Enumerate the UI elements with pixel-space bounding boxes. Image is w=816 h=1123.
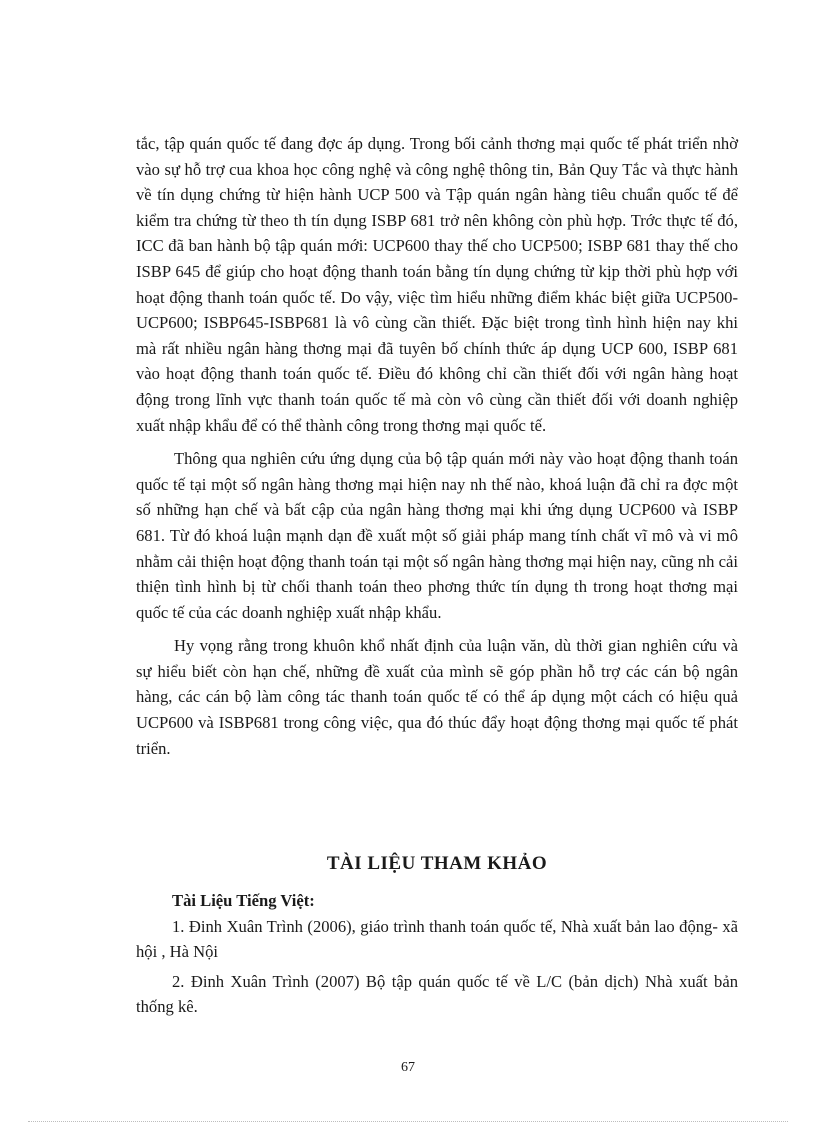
page-number: 67: [401, 1060, 415, 1075]
paragraph-continuation: tắc, tập quán quốc tế đang đợc áp dụng. Trong bối cảnh thơng mại quốc tế phát triển nhờ vào sự hỗ trợ cua khoa học công nghệ và công nghệ thông tin, Bản Quy Tắc và thực hành về tín dụng chứng từ hiện hành UCP 500 và Tập quán ngân hàng tiêu chuẩn quốc tế để kiểm tra chứng từ theo th tín dụng ISBP 681 trở nên không còn phù hợp. Trớc thực tế đó, ICC đã ban hành bộ tập quán mới: UCP600 thay thế cho UCP500; ISBP 681 thay thế cho ISBP 645 để giúp cho hoạt động thanh toán bằng tín dụng chứng từ kịp thời phù hợp với hoạt động thanh toán quốc tế. Do vậy, việc tìm hiểu những điểm khác biệt giữa UCP500-UCP600; ISBP645-ISBP681 là vô cùng cần thiết. Đặc biệt trong tình hình hiện nay khi mà rất nhiều ngân hàng thơng mại đã tuyên bố chính thức áp dụng UCP 600, ISBP 681 vào hoạt động thanh toán quốc tế. Điều đó không chỉ cần thiết đối với ngân hàng hoạt động trong lĩnh vực thanh toán quốc tế mà còn vô cùng cần thiết đối với doanh nghiệp xuất nhập khẩu để có thể thành công trong thơng mại quốc tế.: [136, 134, 738, 435]
references-subtitle: Tài Liệu Tiếng Việt:: [172, 891, 315, 910]
reference-item: 2. Đinh Xuân Trình (2007) Bộ tập quán quốc tế về L/C (bản dịch) Nhà xuất bản thống kê.: [136, 971, 738, 1017]
references-title: TÀI LIỆU THAM KHẢO: [326, 853, 548, 874]
paragraph-research-findings: Thông qua nghiên cứu ứng dụng của bộ tập quán mới này vào hoạt động thanh toán quốc tế tại một số ngân hàng thơng mại hiện nay nh thế nào, khoá luận đã chỉ ra đợc một số những hạn chế và bất cập của ngân hàng thơng mại khi ứng dụng UCP600 và ISBP 681. Từ đó khoá luận mạnh dạn đề xuất một số giải pháp mang tính chất vĩ mô và vi mô nhằm cải thiện hoạt động thanh toán tại một số ngân hàng thơng mại hiện nay, cũng nh cải thiện tình hình bị từ chối thanh toán theo phơng thức tín dụng th trong hoạt thơng mại quốc tế của các doanh nghiệp xuất nhập khẩu.: [136, 449, 738, 622]
references-list: [136, 888, 738, 1024]
body-text: [136, 131, 738, 769]
reference-item: 1. Đinh Xuân Trình (2006), giáo trình thanh toán quốc tế, Nhà xuất bản lao động- xã hội , Hà Nội: [136, 916, 738, 962]
paragraph-conclusion: Hy vọng rằng trong khuôn khổ nhất định của luận văn, dù thời gian nghiên cứu và sự hiểu biết còn hạn chế, những đề xuất của mình sẽ góp phần hỗ trợ các cán bộ ngân hàng, các cán bộ làm công tác thanh toán quốc tế có thể áp dụng một cách có hiệu quả UCP600 và ISBP681 trong công việc, qua đó thúc đẩy hoạt động thơng mại quốc tế phát triển.: [136, 636, 738, 758]
page-bottom-divider: [28, 1121, 788, 1122]
